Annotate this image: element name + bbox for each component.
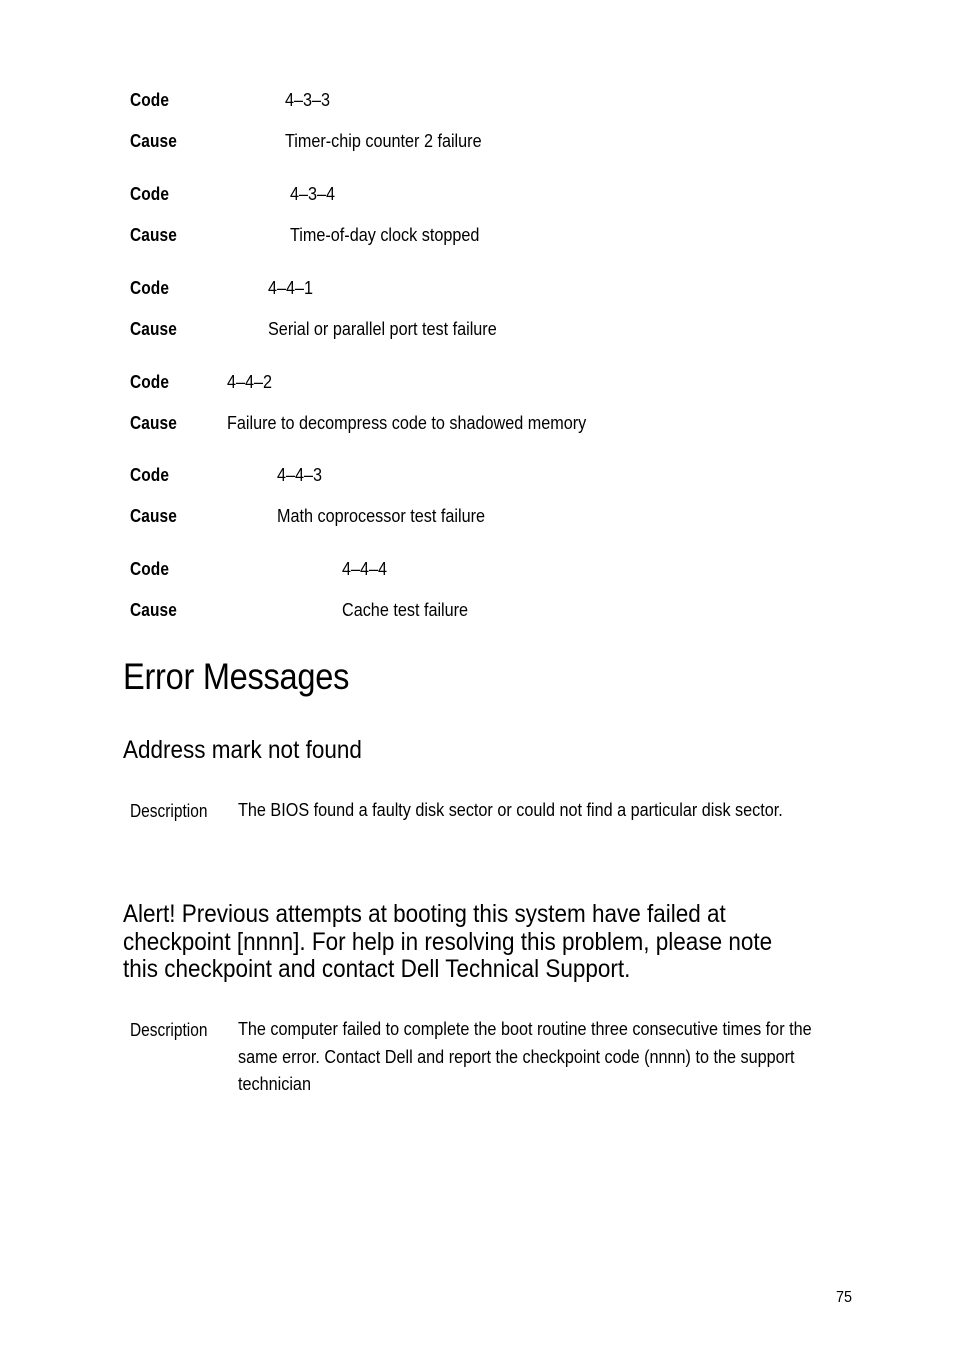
code-label: Code: [130, 184, 170, 204]
cause-label: Cause: [130, 600, 177, 620]
error-title-line: checkpoint [nnnn]. For help in resolving this problem, please note: [123, 927, 773, 956]
description-label: Description: [130, 1020, 208, 1040]
cause-label: Cause: [130, 319, 177, 339]
code-label: Code: [130, 559, 170, 579]
cause-label: Cause: [130, 506, 177, 526]
code-label: Code: [130, 278, 170, 298]
code-value: 4–4–4: [342, 559, 388, 579]
description-text: The BIOS found a faulty disk sector or could not find a particular disk sector.: [238, 800, 783, 820]
page-number: 75: [836, 1289, 853, 1306]
cause-value: Failure to decompress code to shadowed memory: [227, 413, 587, 433]
code-value: 4–3–4: [290, 184, 336, 204]
code-value: 4–3–3: [285, 90, 331, 110]
cause-label: Cause: [130, 131, 177, 151]
error-title-line: Alert! Previous attempts at booting this system have failed at: [123, 900, 726, 928]
code-value: 4–4–3: [277, 465, 323, 485]
description-text: The computer failed to complete the boot routine three consecutive times for the same error. Contact Dell and report the checkpoint code (nnnn) to the support technician: [238, 1019, 812, 1094]
cause-label: Cause: [130, 413, 177, 433]
cause-label: Cause: [130, 225, 177, 245]
code-label: Code: [130, 465, 170, 485]
code-value: 4–4–1: [268, 278, 314, 298]
code-label: Code: [130, 90, 170, 110]
error-title-line: this checkpoint and contact Dell Technical Support.: [123, 955, 631, 983]
cause-value: Time-of-day clock stopped: [290, 225, 480, 245]
error-title: Address mark not found: [123, 736, 362, 764]
code-label: Code: [130, 372, 170, 392]
description-label: Description: [130, 801, 208, 821]
cause-value: Timer-chip counter 2 failure: [285, 131, 482, 151]
cause-value: Cache test failure: [342, 600, 469, 620]
error-title: [123, 901, 772, 984]
cause-value: Math coprocessor test failure: [277, 506, 485, 526]
section-title: Error Messages: [123, 656, 350, 697]
cause-value: Serial or parallel port test failure: [268, 319, 497, 339]
code-value: 4–4–2: [227, 372, 273, 392]
